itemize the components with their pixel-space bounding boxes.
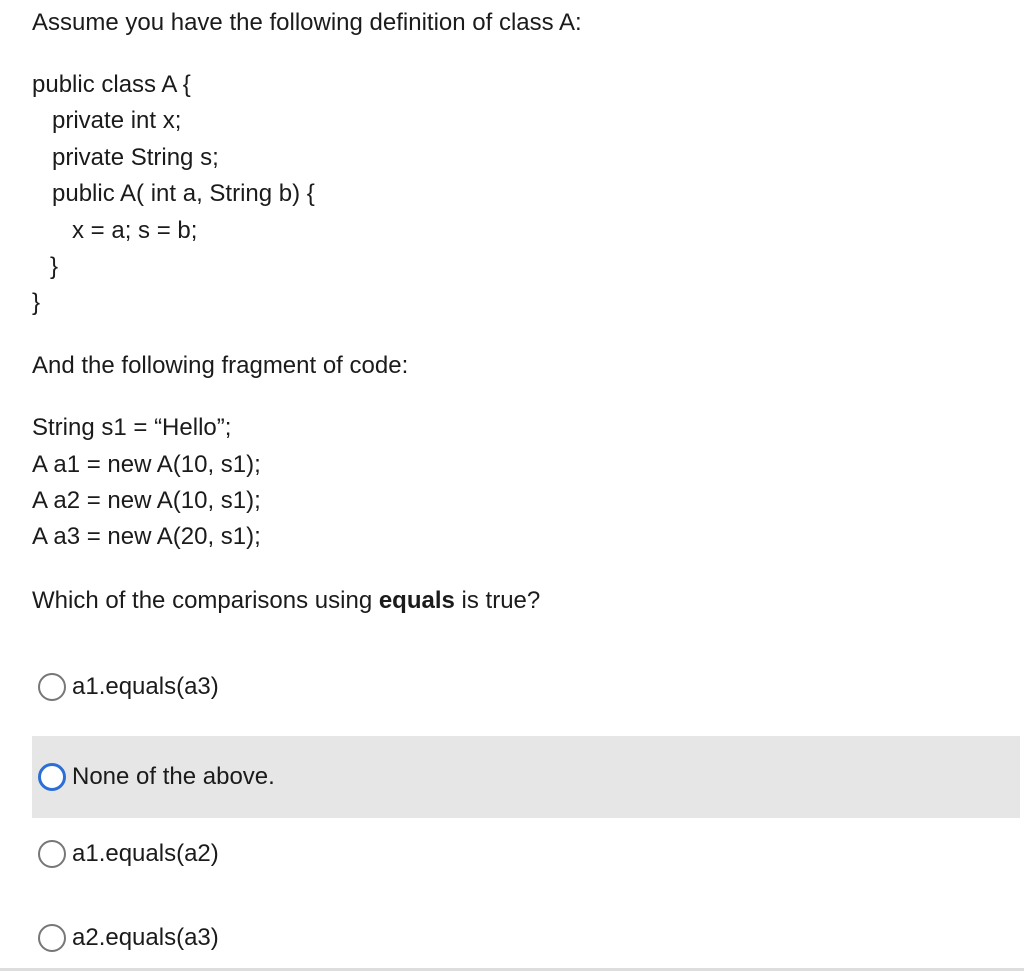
code-line: String s1 = “Hello”; <box>32 414 232 441</box>
code-line: } <box>32 289 41 316</box>
code-line: A a1 = new A(10, s1); <box>32 451 261 478</box>
code-line: x = a; s = b; <box>72 217 198 244</box>
code-line: private String s; <box>52 144 219 171</box>
code-line: A a3 = new A(20, s1); <box>32 523 261 550</box>
option-label: None of the above. <box>72 763 275 790</box>
answer-option[interactable] <box>32 897 1020 979</box>
code-line: public class A { <box>32 71 191 98</box>
option-label: a2.equals(a3) <box>72 924 219 951</box>
option-label: a1.equals(a2) <box>72 840 219 867</box>
prompt-text: is true? <box>454 587 541 614</box>
prompt-text: Which of the comparisons using <box>32 587 379 614</box>
code-line: public A( int a, String b) { <box>52 180 315 207</box>
radio-button[interactable] <box>38 763 66 791</box>
option-label: a1.equals(a3) <box>72 673 219 700</box>
question-intro: Assume you have the following definition of class A: <box>32 9 582 36</box>
code-line: private int x; <box>52 107 182 134</box>
answer-option[interactable] <box>32 646 1020 728</box>
code-line: } <box>50 253 59 280</box>
radio-button[interactable] <box>38 673 66 701</box>
question-prompt <box>32 589 540 613</box>
answer-option[interactable] <box>32 736 1020 818</box>
answer-option[interactable] <box>32 813 1020 895</box>
radio-button[interactable] <box>38 840 66 868</box>
prompt-emphasis: equals <box>378 587 455 614</box>
code-line: A a2 = new A(10, s1); <box>32 487 261 514</box>
radio-button[interactable] <box>38 924 66 952</box>
fragment-intro: And the following fragment of code: <box>32 352 409 379</box>
